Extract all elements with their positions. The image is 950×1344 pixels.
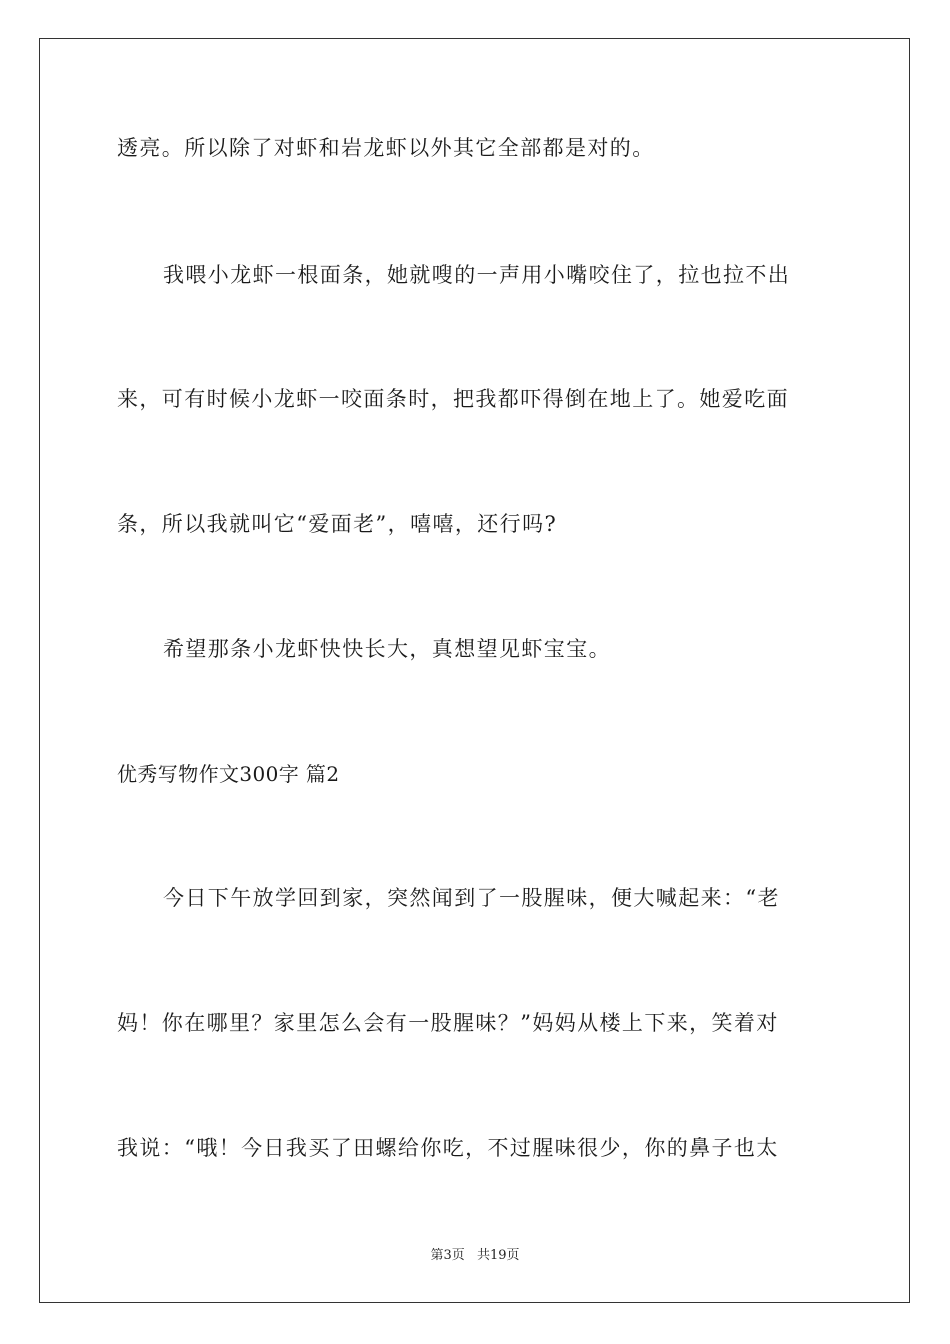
text-line: 我喂小龙虾一根面条，她就嗖的一声用小嘴咬住了，拉也拉不出 <box>163 263 791 287</box>
page-border <box>39 38 910 1303</box>
text-line: 我说：“哦！今日我买了田螺给你吃，不过腥味很少，你的鼻子也太 <box>117 1136 779 1160</box>
text-line: 妈！你在哪里？家里怎么会有一股腥味？”妈妈从楼上下来，笑着对 <box>117 1011 779 1035</box>
page-total: 共19页 <box>476 1248 520 1263</box>
text-line: 条，所以我就叫它“爱面老”，嘻嘻，还行吗? <box>117 512 558 536</box>
section-heading: 优秀写物作文300字 篇2 <box>117 762 340 786</box>
text-line: 透亮。所以除了对虾和岩龙虾以外其它全部都是对的。 <box>117 136 655 160</box>
text-line: 希望那条小龙虾快快长大，真想望见虾宝宝。 <box>163 637 611 661</box>
text-line: 今日下午放学回到家，突然闻到了一股腥味，便大喊起来：“老 <box>163 886 780 910</box>
page-footer <box>0 1248 950 1264</box>
text-line: 来，可有时候小龙虾一咬面条时，把我都吓得倒在地上了。她爱吃面 <box>117 387 789 411</box>
page-number: 第3页 <box>430 1248 465 1263</box>
